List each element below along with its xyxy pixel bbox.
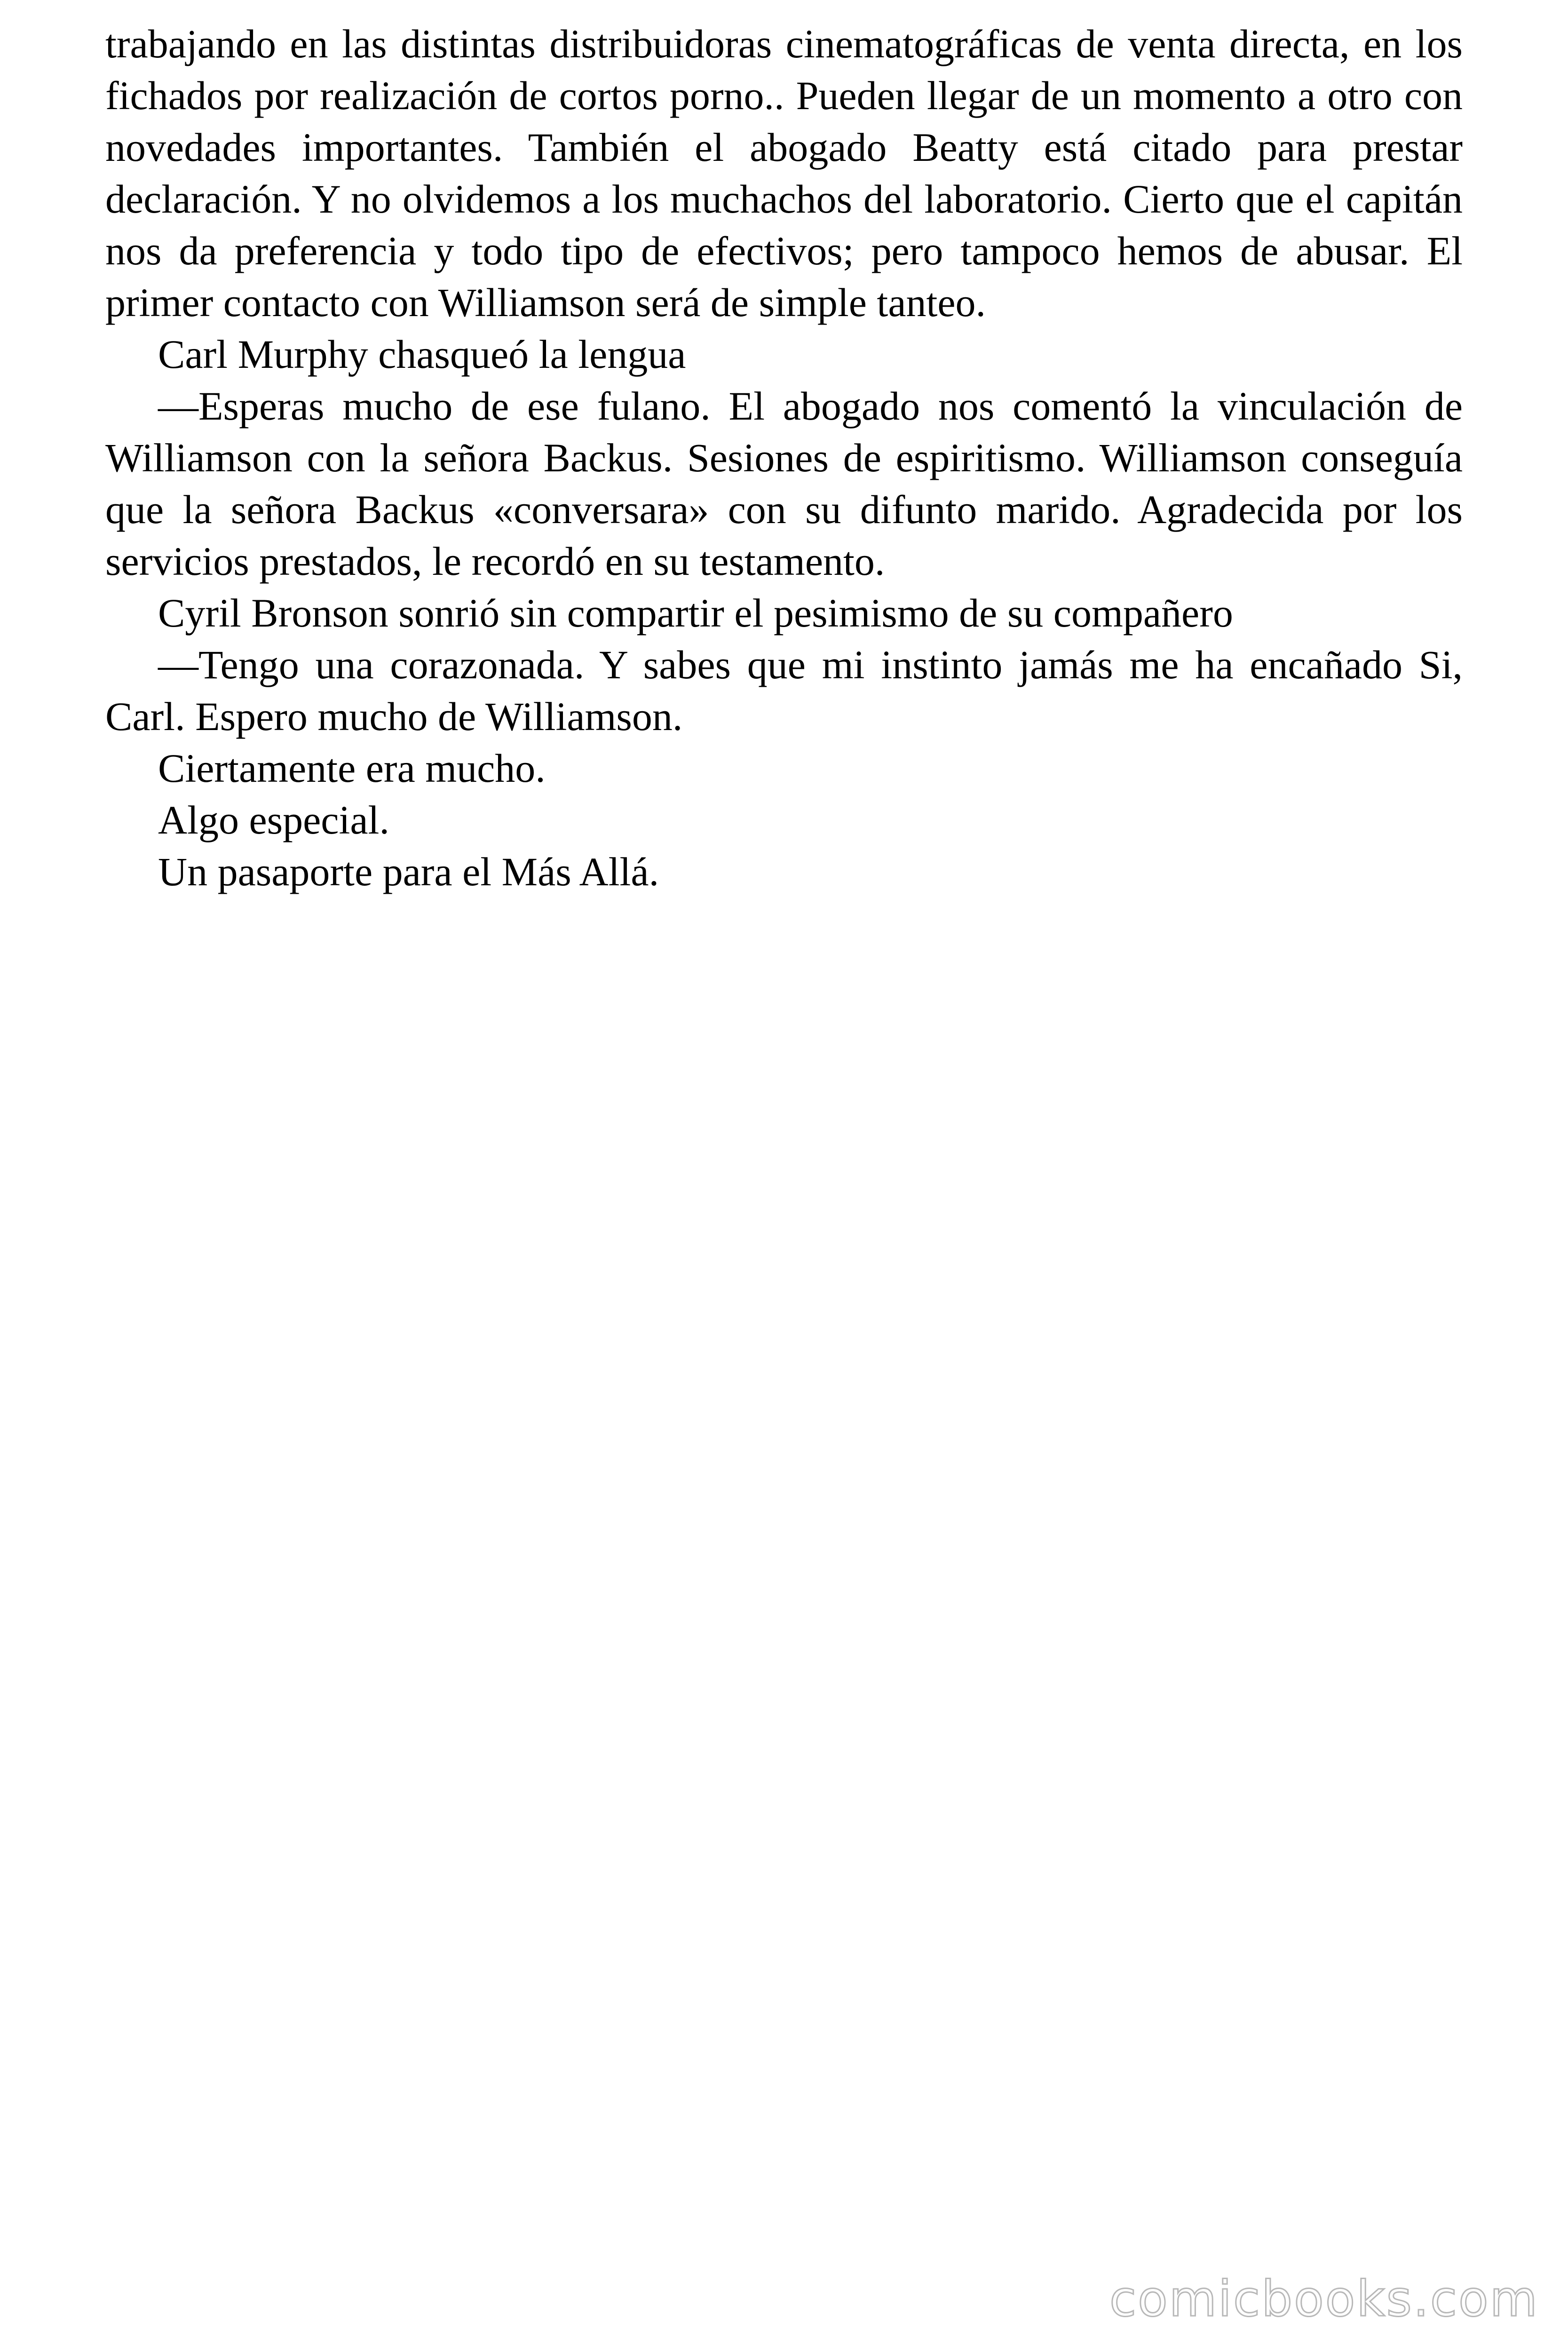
paragraph: Carl Murphy chasqueó la lengua (158, 332, 686, 377)
paragraph: Cyril Bronson sonrió sin compartir el pesimismo de su compañero (158, 590, 1233, 636)
paragraph: Algo especial. (158, 797, 389, 842)
paragraph: trabajando en las distintas distribuidoras cinematográficas de venta directa, en los fichados por realización de cortos porno.. Pueden llegar de un momento a otro con novedades importantes. También el abogado Beatty está citado para prestar declaración. Y no olvidemos a los muchachos del laboratorio. Cierto que el capitán nos da preferencia y todo tipo de efectivos; pero tampoco hemos de abusar. El primer contacto con Williamson será de simple tanteo. (105, 21, 1463, 325)
document-page (105, 18, 1463, 898)
paragraph: —Esperas mucho de ese fulano. El abogado nos comentó la vinculación de Williamson con la señora Backus. Sesiones de espiritismo. Williamson conseguía que la señora Backus «conversara» con su difunto marido. Agradecida por los servicios prestados, le recordó en su testamento. (105, 383, 1463, 584)
paragraph: —Tengo una corazonada. Y sabes que mi instinto jamás me ha encañado Si, Carl. Espero mucho de Williamson. (105, 642, 1463, 739)
paragraph: Ciertamente era mucho. (158, 746, 546, 791)
paragraph: Un pasaporte para el Más Allá. (158, 849, 659, 894)
watermark: comicbooks.com (1109, 2270, 1539, 2328)
